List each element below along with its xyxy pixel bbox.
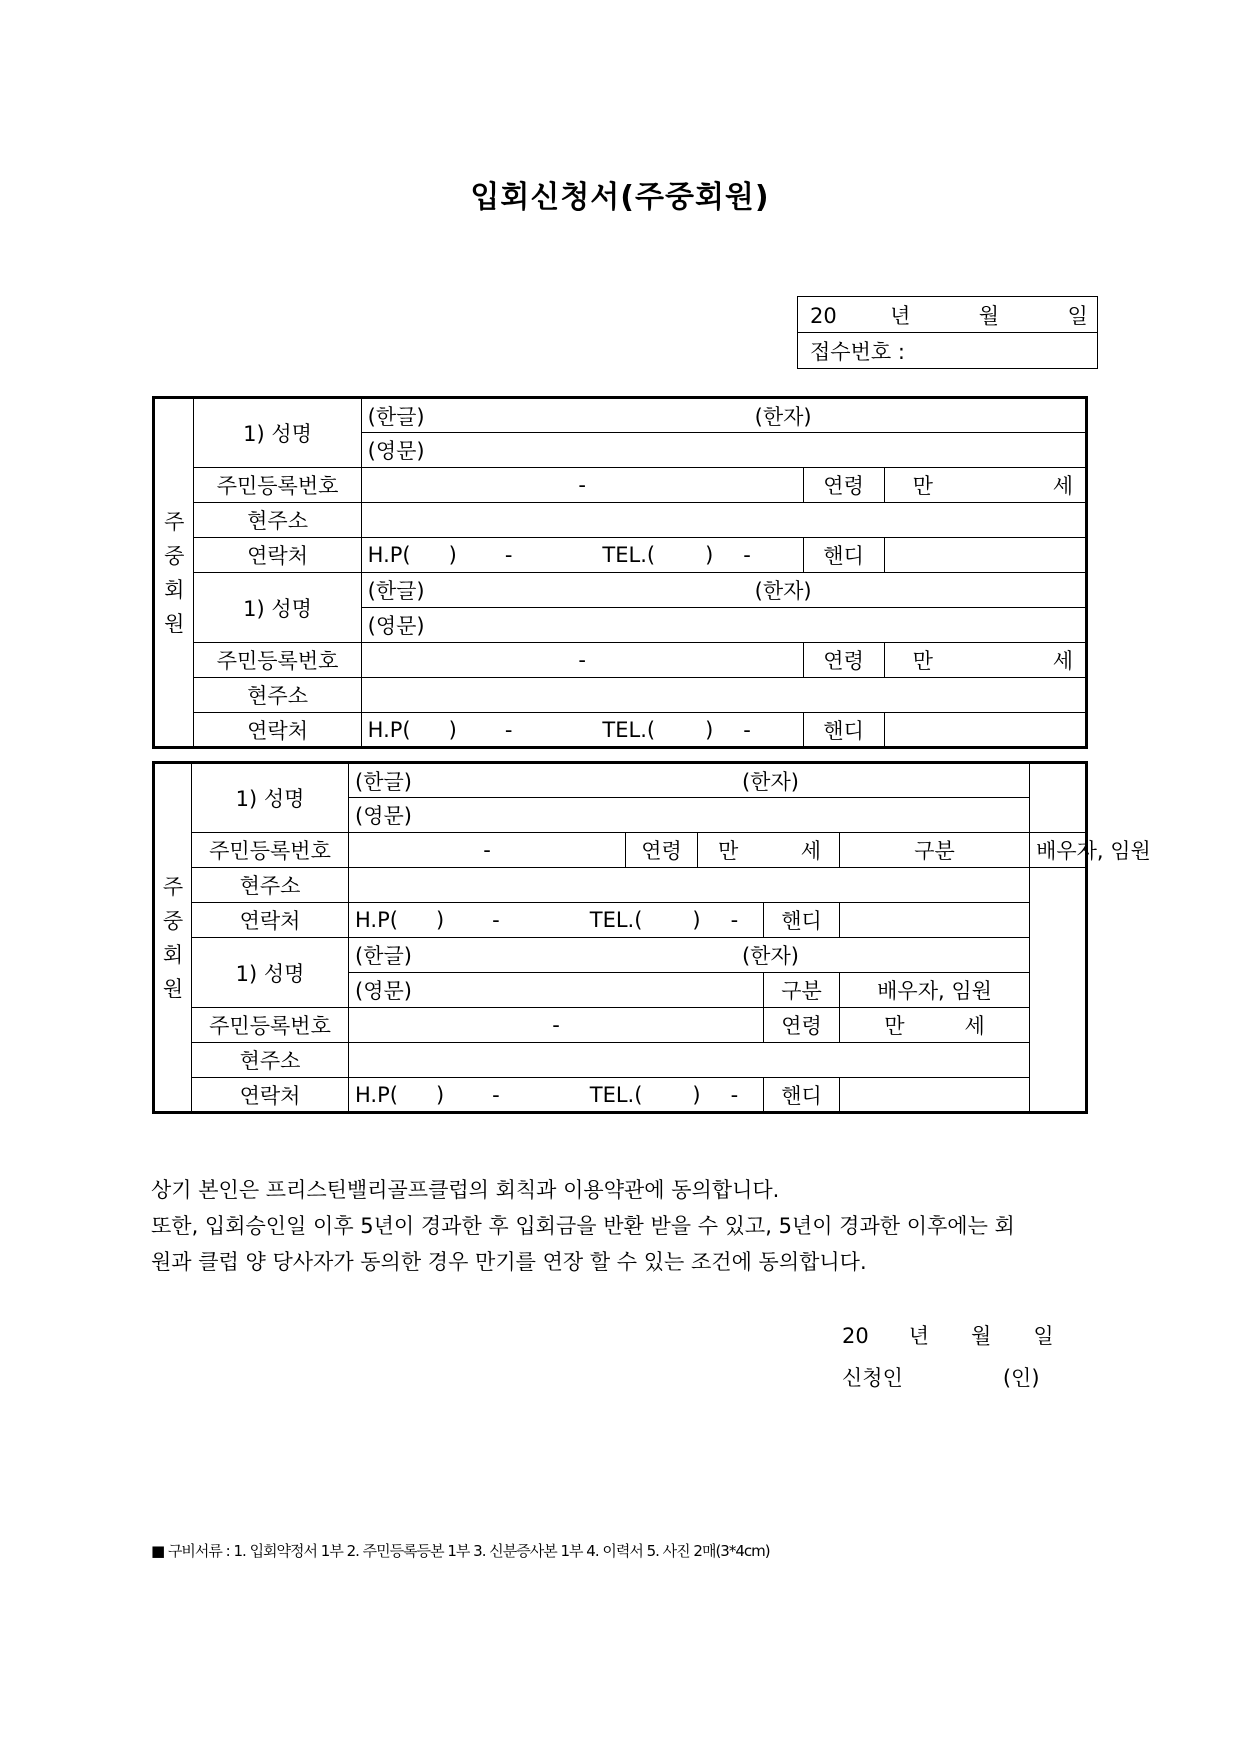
age-label: 연령 bbox=[803, 643, 884, 678]
month-label: 월 bbox=[978, 303, 1000, 328]
name-english-field[interactable]: (영문) bbox=[349, 798, 1030, 833]
category-field[interactable]: 배우자, 임원 bbox=[840, 973, 1030, 1008]
receipt-box bbox=[797, 296, 1098, 369]
seal-label: (인) bbox=[1002, 1366, 1040, 1390]
rrn-field[interactable]: - bbox=[361, 468, 803, 503]
receipt-date-cell[interactable] bbox=[798, 297, 1098, 333]
address-label: 현주소 bbox=[192, 1043, 349, 1078]
rrn-label: 주민등록번호 bbox=[194, 643, 361, 678]
address-field[interactable] bbox=[361, 503, 1086, 538]
agreement-line-3: 원과 클럽 양 당사자가 동의한 경우 만기를 연장 할 수 있는 조건에 동의합니다. bbox=[151, 1250, 867, 1274]
age-label: 연령 bbox=[626, 833, 698, 868]
category-field[interactable]: 배우자, 임원 bbox=[1030, 833, 1087, 868]
age-label: 연령 bbox=[764, 1008, 840, 1043]
rrn-label: 주민등록번호 bbox=[192, 1008, 349, 1043]
rrn-field[interactable]: - bbox=[349, 1008, 764, 1043]
address-label: 현주소 bbox=[194, 678, 361, 713]
mobile-label: 핸디 bbox=[803, 713, 884, 748]
day-label: 일 bbox=[1067, 303, 1088, 328]
contact-label: 연락처 bbox=[194, 713, 361, 748]
mobile-field[interactable] bbox=[840, 1078, 1030, 1113]
year-label: 년 bbox=[890, 303, 911, 328]
name-english-field[interactable]: (영문) bbox=[349, 973, 764, 1008]
agreement-line-2: 또한, 입회승인일 이후 5년이 경과한 후 입회금을 반환 받을 수 있고, 5년이 경과한 이후에는 회 bbox=[151, 1214, 1015, 1238]
contact-field[interactable]: H.P( ) - TEL.( ) - bbox=[349, 1078, 764, 1113]
mobile-label: 핸디 bbox=[764, 1078, 840, 1113]
page-title: 입회신청서(주중회원) bbox=[470, 180, 770, 215]
age-field[interactable]: 만 세 bbox=[840, 1008, 1030, 1043]
rrn-label: 주민등록번호 bbox=[194, 468, 361, 503]
signature-date: 20 년 월 일 bbox=[842, 1324, 1054, 1348]
mobile-field[interactable] bbox=[884, 713, 1086, 748]
contact-label: 연락처 bbox=[194, 538, 361, 573]
agreement-line-1: 상기 본인은 프리스틴밸리골프클럽의 회칙과 이용약관에 동의합니다. bbox=[151, 1178, 780, 1202]
section-label: 주 중 회 원 bbox=[154, 398, 194, 748]
age-field[interactable]: 만 세 bbox=[884, 643, 1086, 678]
age-field[interactable]: 만 세 bbox=[884, 468, 1086, 503]
address-field[interactable] bbox=[361, 678, 1086, 713]
mobile-label: 핸디 bbox=[803, 538, 884, 573]
date-prefix: 20 bbox=[810, 303, 837, 328]
name-english-field[interactable]: (영문) bbox=[361, 433, 1086, 468]
contact-field[interactable]: H.P( ) - TEL.( ) - bbox=[361, 713, 803, 748]
name-label: 1) 성명 bbox=[192, 938, 349, 1008]
name-korean-field[interactable]: (한글) (한자) bbox=[361, 573, 1086, 608]
address-label: 현주소 bbox=[194, 503, 361, 538]
name-korean-field[interactable]: (한글) (한자) bbox=[361, 398, 1086, 433]
age-label: 연령 bbox=[803, 468, 884, 503]
rrn-label: 주민등록번호 bbox=[192, 833, 349, 868]
rrn-field[interactable]: - bbox=[361, 643, 803, 678]
member-section-2 bbox=[152, 761, 1151, 1114]
member-section-1 bbox=[152, 396, 1088, 749]
signature-applicant[interactable] bbox=[842, 1362, 1040, 1392]
name-label: 1) 성명 bbox=[194, 573, 361, 643]
agreement-text bbox=[151, 1172, 1101, 1280]
mobile-field[interactable] bbox=[840, 903, 1030, 938]
rrn-field[interactable]: - bbox=[349, 833, 626, 868]
section-label: 주 중 회 원 bbox=[154, 763, 192, 1113]
mobile-field[interactable] bbox=[884, 538, 1086, 573]
contact-label: 연락처 bbox=[192, 1078, 349, 1113]
receipt-number-cell[interactable] bbox=[798, 333, 1098, 369]
address-field[interactable] bbox=[349, 868, 1030, 903]
name-label: 1) 성명 bbox=[192, 763, 349, 833]
category-label: 구분 bbox=[840, 833, 1030, 868]
receipt-number-label: 접수번호 : bbox=[810, 339, 905, 364]
required-documents-note: ■ 구비서류 : 1. 입회약정서 1부 2. 주민등록등본 1부 3. 신분증사본 1부 4. 이력서 5. 사진 2매(3*4cm) bbox=[151, 1542, 770, 1560]
contact-label: 연락처 bbox=[192, 903, 349, 938]
name-korean-field[interactable]: (한글) (한자) bbox=[349, 763, 1030, 798]
address-field[interactable] bbox=[349, 1043, 1030, 1078]
address-label: 현주소 bbox=[192, 868, 349, 903]
name-korean-field[interactable]: (한글) (한자) bbox=[349, 938, 1030, 973]
name-english-field[interactable]: (영문) bbox=[361, 608, 1086, 643]
category-label: 구분 bbox=[764, 973, 840, 1008]
age-field[interactable]: 만 세 bbox=[698, 833, 840, 868]
applicant-label: 신청인 bbox=[842, 1366, 903, 1390]
name-label: 1) 성명 bbox=[194, 398, 361, 468]
mobile-label: 핸디 bbox=[764, 903, 840, 938]
contact-field[interactable]: H.P( ) - TEL.( ) - bbox=[361, 538, 803, 573]
contact-field[interactable]: H.P( ) - TEL.( ) - bbox=[349, 903, 764, 938]
